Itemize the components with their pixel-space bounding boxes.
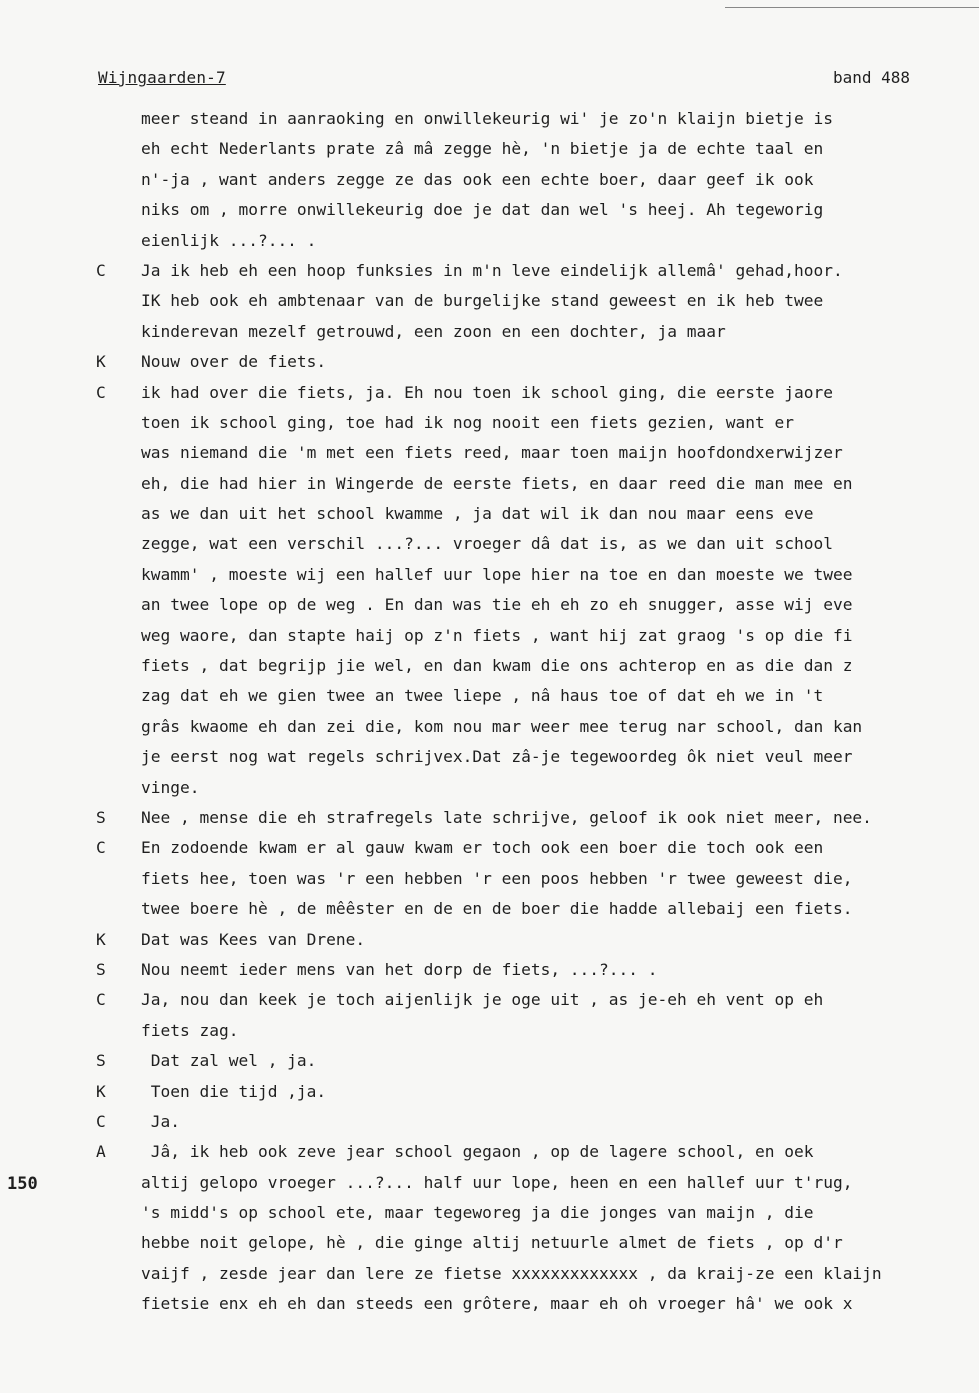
transcript-line [96,1046,966,1076]
speaker-label: S [96,807,106,827]
speaker-label: S [96,1051,106,1071]
line-text: zag dat eh we gien twee an twee liepe , nâ haus toe of dat eh we in 't [141,686,824,706]
line-text: Nee , mense die eh strafregels late schrijve, geloof ik ook niet meer, nee. [141,807,872,827]
line-text: weg waore, dan stapte haij op z'n fiets , want hij zat graog 's op die fi [141,625,853,645]
line-text: ik had over die fiets, ja. Eh nou toen ik school ging, die eerste jaore [141,382,833,402]
line-text: IK heb ook eh ambtenaar van de burgelijke stand geweest en ik heb twee [141,291,824,311]
transcript-line [96,925,966,955]
line-text: Ja. [141,1111,180,1131]
transcript-line [96,104,966,134]
line-text: grâs kwaome eh dan zei die, kom nou mar weer mee terug nar school, dan kan [141,716,863,736]
line-text: Toen die tijd ,ja. [141,1081,327,1101]
speaker-label: C [96,260,106,280]
line-text: eh echt Nederlants prate zâ mâ zegge hè, 'n bietje ja de echte taal en [141,139,824,159]
transcript-line [96,195,966,225]
line-text: Ja ik heb eh een hoop funksies in m'n leve eindelijk allemâ' gehad,hoor. [141,260,843,280]
transcript-line [96,1228,966,1258]
speaker-label: C [96,990,106,1010]
margin-counter: 150 [7,1174,38,1194]
line-text: kinderevan mezelf getrouwd, een zoon en een dochter, ja maar [141,321,726,341]
transcript-line [96,499,966,529]
line-text: En zodoende kwam er al gauw kwam er toch ook een boer die toch ook een [141,838,824,858]
tape-number: band 488 [833,68,911,87]
line-text: an twee lope op de weg . En dan was tie eh eh zo eh snugger, asse wij eve [141,595,853,615]
line-text: Jâ, ik heb ook zeve jear school gegaon , op de lagere school, en oek [141,1142,814,1162]
transcript-line [96,347,966,377]
line-text: fiets , dat begrijp jie wel, en dan kwam die ons achterop en as die dan z [141,656,853,676]
speaker-label: A [96,1142,106,1162]
document-title: Wijngaarden-7 [98,68,226,87]
transcript-line [96,1137,966,1167]
transcript-line [96,256,966,286]
line-text: je eerst nog wat regels schrijvex.Dat zâ-je tegewoordeg ôk niet veul meer [141,747,853,767]
line-text: as we dan uit het school kwamme , ja dat wil ik dan nou maar eens eve [141,504,814,524]
line-text: eh, die had hier in Wingerde de eerste fiets, en daar reed die man mee en [141,473,853,493]
transcript-line [96,378,966,408]
transcript-line [96,773,966,803]
speaker-label: K [96,1081,106,1101]
transcript-line [96,985,966,1015]
line-text: Nouw over de fiets. [141,352,327,372]
transcript-line [96,226,966,256]
line-text: niks om , morre onwillekeurig doe je dat dan wel 's heej. Ah tegeworig [141,200,824,220]
transcript-line [96,864,966,894]
transcript-line [96,590,966,620]
line-text: hebbe noit gelope, hè , die ginge altij netuurle almet de fiets , op d'r [141,1233,843,1253]
line-text: 's midd's op school ete, maar tegeworeg ja die jonges van maijn , die [141,1203,814,1223]
transcript-line [96,438,966,468]
line-text: Dat was Kees van Drene. [141,929,366,949]
transcript-line [96,1198,966,1228]
transcript-line [96,803,966,833]
transcript-body [96,104,966,1320]
transcript-line [96,651,966,681]
transcript-line [96,286,966,316]
transcript-line [96,894,966,924]
transcript-line [96,529,966,559]
top-rule [725,7,979,8]
line-text: kwamm' , moeste wij een hallef uur lope hier na toe en dan moeste we twee [141,564,853,584]
line-text: fiets hee, toen was 'r een hebben 'r een poos hebben 'r twee geweest die, [141,868,853,888]
line-text: fiets zag. [141,1020,239,1040]
line-text: Ja, nou dan keek je toch aijenlijk je oge uit , as je-eh eh vent op eh [141,990,824,1010]
line-text: twee boere hè , de mêêster en de en de boer die hadde allebaij een fiets. [141,899,853,919]
transcript-line [96,317,966,347]
transcript-line [96,1107,966,1137]
transcript-line [96,134,966,164]
transcript-line [96,1077,966,1107]
line-text: was niemand die 'm met een fiets reed, maar toen maijn hoofdondxerwijzer [141,443,843,463]
line-text: vinge. [141,777,200,797]
line-text: fietsie enx eh eh dan steeds een grôtere, maar eh oh vroeger hâ' we ook x [141,1294,853,1314]
transcript-line [96,1168,966,1198]
transcript-line [96,1016,966,1046]
transcript-line [96,681,966,711]
line-text: Nou neemt ieder mens van het dorp de fiets, ...?... . [141,959,658,979]
transcript-line [96,469,966,499]
transcript-line [96,1259,966,1289]
line-text: zegge, wat een verschil ...?... vroeger dâ dat is, as we dan uit school [141,534,833,554]
line-text: vaijf , zesde jear dan lere ze fietse xxxxxxxxxxxxx , da kraij-ze een klaijn [141,1263,882,1283]
line-text: eienlijk ...?... . [141,230,317,250]
transcript-line [96,408,966,438]
transcript-line [96,621,966,651]
transcript-line [96,955,966,985]
line-text: toen ik school ging, toe had ik nog nooit een fiets gezien, want er [141,412,794,432]
speaker-label: C [96,1111,106,1131]
line-text: altij gelopo vroeger ...?... half uur lope, heen en een hallef uur t'rug, [141,1172,853,1192]
line-text: n'-ja , want anders zegge ze das ook een echte boer, daar geef ik ook [141,169,814,189]
speaker-label: C [96,382,106,402]
transcript-line [96,712,966,742]
speaker-label: K [96,352,106,372]
line-text: Dat zal wel , ja. [141,1051,317,1071]
transcript-line [96,1289,966,1319]
transcript-line [96,560,966,590]
speaker-label: K [96,929,106,949]
speaker-label: C [96,838,106,858]
transcript-line [96,742,966,772]
transcript-line [96,165,966,195]
speaker-label: S [96,959,106,979]
line-text: meer steand in aanraoking en onwillekeurig wi' je zo'n klaijn bietje is [141,109,833,128]
transcript-line [96,833,966,863]
